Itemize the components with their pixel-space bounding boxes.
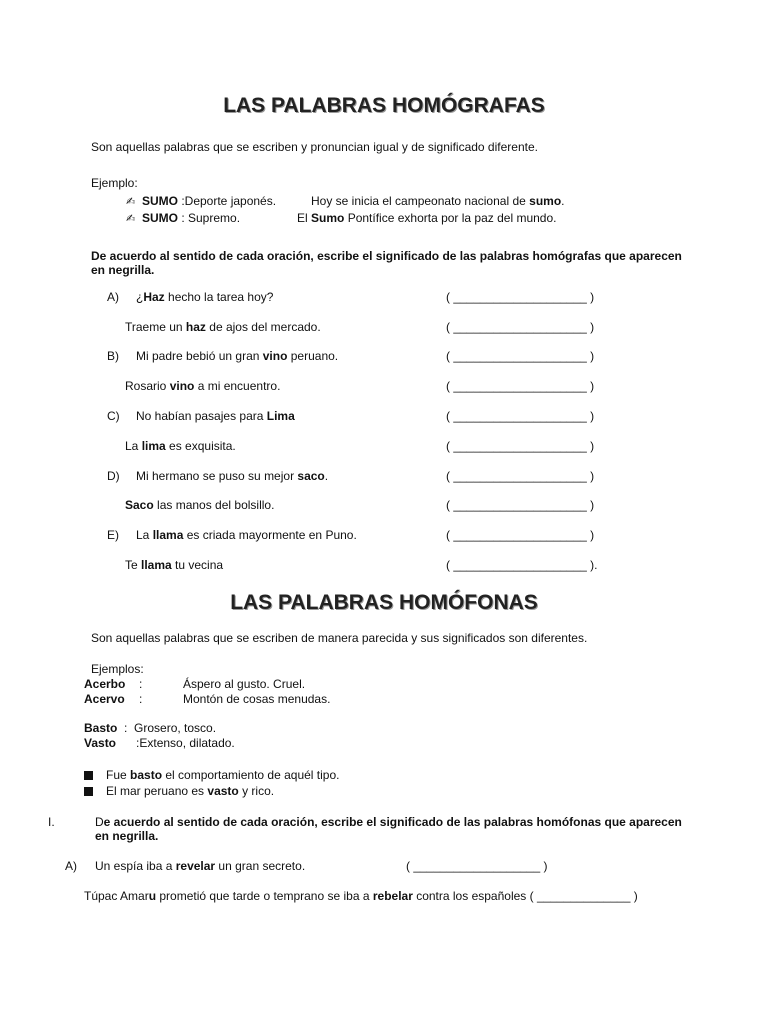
instruction-text: e acuerdo al sentido de cada oración, escribe el significado de las palabras homófonas que aparecen: [103, 815, 682, 829]
bold-word: vasto: [207, 784, 239, 798]
pair-word: [84, 677, 125, 692]
sentence-text: a mi encuentro.: [194, 379, 281, 393]
bold-word: llama: [141, 558, 172, 572]
instruction-homografas: De acuerdo al sentido de cada oración, escribe el significado de las palabras homógrafas que aparecen en negrilla.: [91, 249, 682, 277]
sentence-text: .: [324, 469, 329, 483]
bold-word: Haz: [143, 290, 165, 304]
definition-homografas: Son aquellas palabras que se escriben y pronuncian igual y de significado diferente.: [91, 140, 538, 154]
sentence-text: La: [125, 439, 142, 453]
item-sentence: [84, 889, 638, 904]
bullet-item: [84, 768, 339, 783]
bold-word: sumo: [529, 194, 562, 208]
item-label: A): [107, 290, 119, 304]
item-sentence: [125, 558, 223, 573]
pair-separator: :: [139, 677, 143, 691]
bold-word: basto: [130, 768, 163, 782]
bold-word: haz: [185, 320, 206, 334]
sentence-text: Traeme un: [125, 320, 186, 334]
sentence-text: Fue: [106, 768, 131, 782]
sentence-text: peruano.: [287, 349, 339, 363]
answer-blank[interactable]: ( ____________________ ): [446, 320, 595, 334]
bold-word: Sumo: [311, 211, 345, 225]
example-sentence: [311, 194, 565, 209]
pair-separator: :: [139, 692, 143, 706]
sentence-text: El: [297, 211, 312, 225]
item-sentence: [136, 528, 357, 543]
sentence-text: Mi hermano se puso su mejor: [136, 469, 298, 483]
bold-word: Acervo: [84, 692, 125, 706]
instruction-line2: en negrilla.: [95, 829, 159, 843]
answer-blank[interactable]: ( ____________________ ): [446, 409, 595, 423]
sentence-text: Te: [125, 558, 142, 572]
sentence-text: Túpac Amar: [84, 889, 149, 903]
sentence-text: hecho la tarea hoy?: [164, 290, 274, 304]
item-label: E): [107, 528, 119, 542]
item-label: D): [107, 469, 120, 483]
example-sentence: [297, 211, 557, 226]
sentence-text: prometió que tarde o temprano se iba a: [156, 889, 373, 903]
answer-blank[interactable]: ( ____________________ ): [446, 290, 595, 304]
answer-blank[interactable]: ( ____________________ ): [446, 469, 595, 483]
bold-word: Vasto: [84, 736, 117, 750]
instruction-homofonas: [95, 815, 682, 830]
sentence-text: La: [136, 528, 153, 542]
bold-word: Acerbo: [84, 677, 126, 691]
pair-meaning: Áspero al gusto. Cruel.: [183, 677, 306, 691]
pen-writing-icon: ✍: [126, 195, 136, 208]
examples-label: Ejemplos:: [91, 662, 144, 676]
example-row: [126, 211, 240, 226]
bold-word: saco: [297, 469, 325, 483]
sentence-text: El mar peruano es: [106, 784, 208, 798]
sentence-text: Pontífice exhorta por la paz del mundo.: [344, 211, 557, 225]
bold-word: rebelar: [372, 889, 413, 903]
example-word: SUMO: [142, 211, 178, 225]
item-sentence: [95, 859, 305, 874]
pair-meaning: Montón de cosas menudas.: [183, 692, 331, 706]
item-sentence: [125, 379, 280, 394]
item-label: C): [107, 409, 120, 423]
item-label: A): [65, 859, 77, 873]
answer-blank[interactable]: ( ____________________ ): [446, 349, 595, 363]
sentence-text: y rico.: [238, 784, 275, 798]
item-sentence: [125, 320, 321, 335]
pair-meaning: :Extenso, dilatado.: [116, 736, 235, 750]
sentence-text: Un espía iba a: [95, 859, 176, 873]
item-label: B): [107, 349, 119, 363]
sentence-text: .: [561, 194, 565, 208]
square-bullet-icon: [84, 787, 93, 796]
bold-word: Basto: [84, 721, 118, 735]
answer-blank[interactable]: ( ____________________ ).: [446, 558, 598, 572]
bold-word: llama: [152, 528, 184, 542]
pair-meaning: : Grosero, tosco.: [117, 721, 217, 735]
sentence-text: las manos del bolsillo.: [153, 498, 275, 512]
bold-word: vino: [169, 379, 195, 393]
bold-word: Lima: [266, 409, 295, 423]
item-sentence: [136, 409, 295, 424]
answer-blank[interactable]: ( ____________________ ): [446, 528, 595, 542]
example-meaning: : Supremo.: [178, 211, 241, 225]
bold-word: revelar: [175, 859, 216, 873]
sentence-text: es exquisita.: [165, 439, 236, 453]
item-sentence: [136, 290, 273, 305]
item-sentence: [136, 469, 328, 484]
example-meaning: :Deporte japonés.: [178, 194, 277, 208]
pen-writing-icon: ✍: [126, 212, 136, 225]
sentence-text: un gran secreto.: [215, 859, 306, 873]
example-row: [126, 194, 276, 209]
sentence-text: contra los españoles ( ______________ ): [412, 889, 638, 903]
example-label: Ejemplo:: [91, 176, 138, 190]
sentence-text: ¿: [136, 290, 144, 304]
sentence-text: No habían pasajes para: [136, 409, 267, 423]
item-sentence: [125, 498, 274, 513]
sentence-text: tu vecina: [171, 558, 224, 572]
bold-word: u: [148, 889, 157, 903]
bullet-item: [84, 784, 274, 799]
sentence-text: Mi padre bebió un gran: [136, 349, 263, 363]
definition-homofonas: Son aquellas palabras que se escriben de manera parecida y sus significados son diferentes.: [91, 631, 588, 645]
square-bullet-icon: [84, 771, 93, 780]
sentence-text: de ajos del mercado.: [205, 320, 321, 334]
pair-row: [84, 721, 216, 736]
sentence-text: Rosario: [125, 379, 170, 393]
bold-word: vino: [262, 349, 288, 363]
item-sentence: [125, 439, 236, 454]
bold-word: Saco: [125, 498, 154, 512]
pair-word: [84, 692, 125, 707]
bold-word: lima: [141, 439, 166, 453]
sentence-text: Hoy se inicia el campeonato nacional de: [311, 194, 530, 208]
page-title-homografas: LAS PALABRAS HOMÓGRAFAS: [223, 94, 545, 117]
page-title-homofonas: LAS PALABRAS HOMÓFONAS: [230, 591, 538, 614]
sentence-text: es criada mayormente en Puno.: [183, 528, 357, 542]
sentence-text: el comportamiento de aquél tipo.: [162, 768, 340, 782]
roman-numeral: I.: [48, 815, 55, 829]
answer-blank[interactable]: ( ____________________ ): [446, 498, 595, 512]
answer-blank[interactable]: ( ___________________ ): [406, 859, 548, 873]
instruction-initial: D: [95, 815, 104, 829]
example-word: SUMO: [142, 194, 178, 208]
item-sentence: [136, 349, 338, 364]
answer-blank[interactable]: ( ____________________ ): [446, 439, 595, 453]
pair-row: [84, 736, 235, 751]
answer-blank[interactable]: ( ____________________ ): [446, 379, 595, 393]
